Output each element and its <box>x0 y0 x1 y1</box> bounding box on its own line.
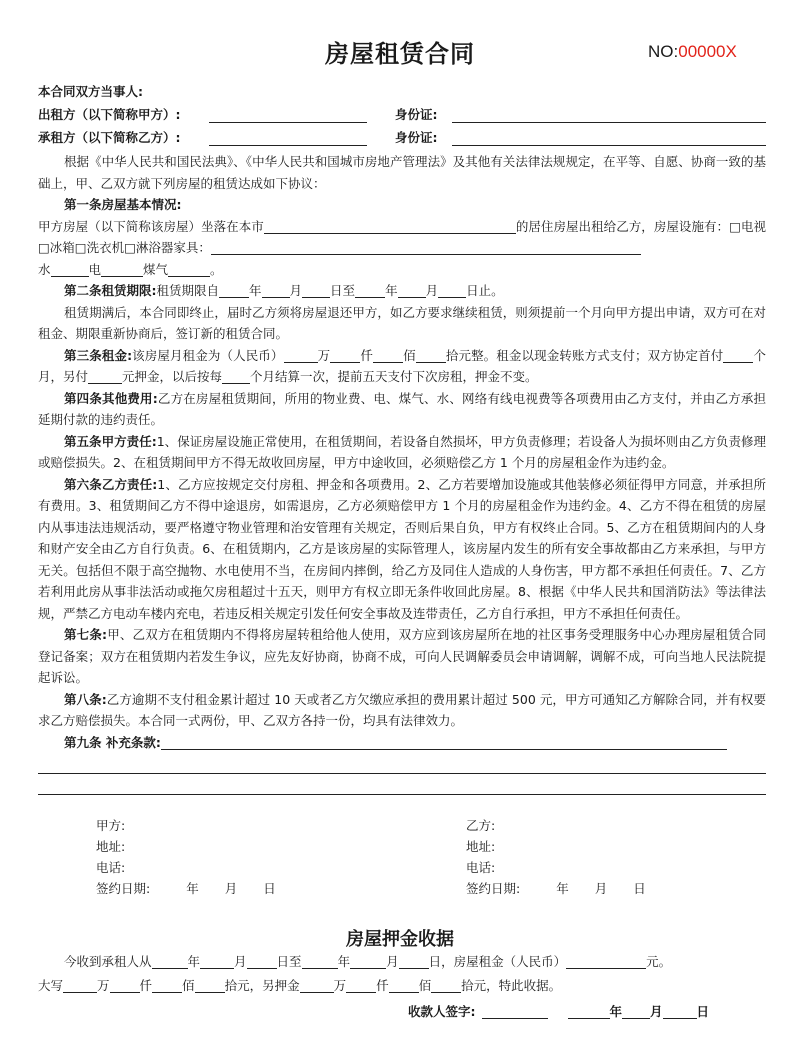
article-2 <box>38 280 766 302</box>
article-1 <box>38 194 766 259</box>
end-month-label: 月 <box>425 283 439 298</box>
receipt-end-month-field[interactable] <box>350 953 386 969</box>
end-day-label: 日止。 <box>466 283 504 298</box>
receipt-rent-label: ，房屋租金（人民币） <box>441 954 567 969</box>
start-day-field[interactable] <box>302 282 330 298</box>
receipt-year-label: 年 <box>609 1004 623 1019</box>
party-a-label: 甲方: <box>96 818 126 833</box>
receipt-end-year-field[interactable] <box>302 953 338 969</box>
start-month-field[interactable] <box>262 282 290 298</box>
lessor-id-label: 身份证: <box>395 107 438 122</box>
rent-qian-field[interactable] <box>330 347 360 363</box>
article-1-facilities-text: 的居住房屋出租给乙方，房屋设施有：□电视□冰箱□洗衣机□淋浴器家具： <box>38 218 766 255</box>
receipt-end-month-label: 月 <box>386 954 399 969</box>
start-year-field[interactable] <box>219 282 249 298</box>
water-label: 水 <box>38 261 51 277</box>
article-8 <box>38 689 766 732</box>
house-address-field[interactable] <box>264 218 516 234</box>
cycle-months-field[interactable] <box>222 368 250 384</box>
party-b-address-label: 地址: <box>466 839 496 854</box>
party-a-address-label: 地址: <box>96 839 126 854</box>
lessor-label: 出租方（以下简称甲方）: <box>38 107 181 122</box>
intro-paragraph: 根据《中华人民共和国民法典》、《中华人民共和国城市房地产管理法》及其他有关法律法规规定，在平等、自愿、协商一致的基础上，甲、乙双方就下列房屋的租赁达成如下协议： <box>38 154 766 191</box>
receipt-deposit-bai-field[interactable] <box>389 977 419 993</box>
receipt-end-year-label: 年 <box>337 954 351 969</box>
start-month-label: 月 <box>289 283 303 298</box>
meter-readings <box>38 259 766 281</box>
start-year-label: 年 <box>249 283 262 298</box>
deposit-field[interactable] <box>88 368 122 384</box>
term-from-label: 租赁期限自 <box>156 283 220 298</box>
article-3-title: 第三条租金: <box>64 347 133 363</box>
receipt-line-1 <box>64 953 671 971</box>
water-field[interactable] <box>51 261 89 277</box>
receipt-signer-field[interactable] <box>482 1003 548 1019</box>
party-b-day-label: 日 <box>633 881 646 896</box>
rent-qian-label: 仟 <box>360 347 373 363</box>
lessor-name-field[interactable] <box>209 107 367 123</box>
article-7-title: 第七条: <box>64 627 108 642</box>
article-6-text: 1、乙方应按规定交付房租、押金和各项费用。2、乙方若要增加设施或其他装修必须征得甲方同意，并承担所有费用。3、租赁期间乙方不得中途退房，如需退房，乙方必须赔偿甲方 1 个月的房屋租金作为违约金。4、乙方不得在租赁的房屋内从事违法违规活动，要严格遵守物业管理和治安管理有关规定，否则后果自负，甲方有权终止合同。5、乙方在租赁期间内的人身和财产安全由乙方自行负责。6、在租赁期内，乙方是该房屋的实际管理人，该房屋内发生的所有安全事故都由乙方来承担，与甲方无关。包括但不限于高空抛物、水电使用不当，在房间内摔倒，给乙方及同住人造成的人身伤害，甲方都不承担任何责任。7、乙方若利用此房从事非法活动或拖欠房租超过十五天，则甲方有权立即无条件收回此房屋。8、根据《中华人民共和国消防法》等法律法规，严禁乙方电动车楼内充电，若违反相关规定引发任何安全事故及连带责任，乙方自行承担，甲方不承担任何责任。 <box>38 476 766 621</box>
gas-label: 煤气 <box>143 261 169 277</box>
receipt-wan-field[interactable] <box>63 977 97 993</box>
article-5-title: 第五条甲方责任: <box>64 433 157 449</box>
contract-title: 房屋租赁合同 <box>325 40 475 68</box>
receipt-deposit-bai-label: 佰 <box>418 978 432 993</box>
contract-body <box>38 151 766 795</box>
receipt-deposit-wan-label: 万 <box>333 978 347 993</box>
article-4-title: 第四条其他费用: <box>64 390 158 406</box>
lessee-label: 承租方（以下简称乙方）: <box>38 130 181 145</box>
gas-field[interactable] <box>168 261 210 277</box>
supplement-line-1[interactable] <box>161 734 727 750</box>
receipt-wan-label: 万 <box>97 978 110 993</box>
article-2-renewal: 租赁期满后，本合同即终止，届时乙方须将房屋退还甲方，如乙方要求继续租赁，则须提前一个月向甲方提出申请，双方可在对租金、期限重新协商后，签订新的租赁合同。 <box>38 304 766 341</box>
receipt-start-month-field[interactable] <box>200 953 234 969</box>
article-6-title: 第六条乙方责任: <box>64 476 158 492</box>
receipt-start-year-label: 年 <box>187 954 201 969</box>
rent-wan-field[interactable] <box>284 347 318 363</box>
receipt-signer-label: 收款人签字: <box>408 1004 476 1019</box>
parties-heading: 本合同双方当事人: <box>38 84 143 99</box>
receipt-start-day-field[interactable] <box>247 953 277 969</box>
cycle-months-label: 个月结算一次，提前五天支付下次房租，押金不变。 <box>250 369 538 384</box>
party-b-phone-label: 电话: <box>466 860 496 875</box>
end-day-field[interactable] <box>438 282 466 298</box>
article-7-text: 甲、乙双方在租赁期内不得将房屋转租给他人使用，双方应到该房屋所在地的社区事务受理服务中心办理房屋租赁合同登记备案；双方在租赁期内若发生争议，应先友好协商，协商不成，可向人民调解委员会申请调解，调解不成，可向当地人民法院提起诉讼。 <box>38 627 767 685</box>
receipt-end-day-label: 日 <box>428 954 442 969</box>
receipt-month-field[interactable] <box>622 1003 650 1019</box>
receipt-end-day-field[interactable] <box>399 953 429 969</box>
lessee-name-field[interactable] <box>209 130 367 146</box>
receipt-shi-field[interactable] <box>195 977 225 993</box>
rent-shi-field[interactable] <box>416 347 446 363</box>
lessee-id-field[interactable] <box>452 130 766 146</box>
article-1-location-text: 甲方房屋（以下简称该房屋）坐落在本市 <box>38 218 264 234</box>
receipt-month-label: 月 <box>650 1004 663 1019</box>
rent-amount-label: 该房屋月租金为（人民币） <box>132 347 284 363</box>
article-5 <box>38 431 766 474</box>
party-a-sign-date <box>96 880 276 898</box>
receipt-end-text: 拾元，特此收据。 <box>461 978 562 993</box>
payment-terms-text: 拾元整。租金以现金转账方式支付；双方协定首付 <box>445 347 724 363</box>
receipt-deposit-label: 拾元，另押金 <box>224 978 300 993</box>
end-month-field[interactable] <box>398 282 426 298</box>
electric-label: 电 <box>88 261 102 277</box>
furniture-field[interactable] <box>211 239 641 255</box>
receipt-signer <box>408 1003 709 1021</box>
receipt-start-year-field[interactable] <box>152 953 188 969</box>
rent-wan-label: 万 <box>317 347 331 363</box>
receipt-title: 房屋押金收据 <box>346 929 454 950</box>
receipt-deposit-shi-field[interactable] <box>431 977 461 993</box>
end-year-field[interactable] <box>355 282 385 298</box>
party-a-month-label: 月 <box>224 881 238 896</box>
article-5-text: 1、保证房屋设施正常使用，在租赁期间，若设备自然损坏，甲方负责修理；若设备人为损坏则由乙方负责修理或赔偿损失。2、在租赁期间甲方不得无故收回房屋，甲方中途收回，必须赔偿乙方 1 个月的房屋租金作为违约金。 <box>38 433 766 470</box>
receipt-start-month-label: 月 <box>234 954 247 969</box>
article-8-title: 第八条: <box>64 691 107 707</box>
receipt-day-field[interactable] <box>663 1003 697 1019</box>
receipt-rent-amount-field[interactable] <box>566 953 646 969</box>
contract-number-value: 00000X <box>678 42 737 61</box>
receipt-qian-label: 仟 <box>139 978 153 993</box>
party-b-year-label: 年 <box>556 881 569 896</box>
article-1-title: 第一条房屋基本情况: <box>64 197 182 212</box>
party-b-sign-date <box>466 880 646 898</box>
end-year-label: 年 <box>385 283 398 298</box>
receipt-deposit-wan-field[interactable] <box>300 977 334 993</box>
receipt-qian-field[interactable] <box>110 977 140 993</box>
party-b-label: 乙方: <box>466 818 496 833</box>
article-9 <box>38 732 766 754</box>
article-9-title: 第九条 补充条款: <box>64 734 161 750</box>
receipt-deposit-qian-field[interactable] <box>346 977 376 993</box>
deposit-label: 元押金，以后按每 <box>122 369 223 384</box>
receipt-year-field[interactable] <box>568 1003 610 1019</box>
party-b-month-label: 月 <box>594 881 608 896</box>
lessor-id-field[interactable] <box>452 107 766 123</box>
first-months-label: 个月，另付 <box>38 347 766 384</box>
receipt-uppercase-label: 大写 <box>38 978 64 993</box>
article-6 <box>38 474 766 625</box>
receipt-bai-label: 佰 <box>182 978 195 993</box>
article-2-title: 第二条租赁期限: <box>64 283 157 298</box>
article-7 <box>38 624 766 689</box>
electric-field[interactable] <box>101 261 143 277</box>
rent-bai-label: 佰 <box>403 347 416 363</box>
party-a-year-label: 年 <box>186 881 199 896</box>
party-b-sign-date-label: 签约日期: <box>466 881 521 896</box>
party-a-phone-label: 电话: <box>96 860 126 875</box>
first-months-field[interactable] <box>723 347 753 363</box>
supplement-line-3[interactable] <box>38 774 766 795</box>
rent-bai-field[interactable] <box>373 347 403 363</box>
receipt-from-label: 今收到承租人从 <box>64 954 152 969</box>
meter-end: 。 <box>210 261 223 277</box>
article-4 <box>38 388 766 431</box>
lessee-id-label: 身份证: <box>395 130 438 145</box>
party-a-sign-date-label: 签约日期: <box>96 881 151 896</box>
article-8-text: 乙方逾期不支付租金累计超过 10 天或者乙方欠缴应承担的费用累计超过 500 元，甲方可通知乙方解除合同，并有权要求乙方赔偿损失。本合同一式两份，甲、乙双方各持一份，均具有法律效力。 <box>38 691 766 728</box>
receipt-deposit-qian-label: 仟 <box>376 978 389 993</box>
party-a-day-label: 日 <box>263 881 276 896</box>
article-4-text: 乙方在房屋租赁期间，所用的物业费、电、煤气、水、网络有线电视费等各项费用由乙方支付，并由乙方承担延期付款的违约责任。 <box>38 390 766 427</box>
receipt-day-to-label: 日至 <box>276 954 302 969</box>
supplement-line-2[interactable] <box>38 753 766 774</box>
receipt-line-2 <box>38 977 561 995</box>
start-day-to-label: 日至 <box>330 283 356 298</box>
receipt-yuan-label: 元。 <box>646 954 672 969</box>
contract-number <box>648 42 737 62</box>
receipt-day-label: 日 <box>696 1004 710 1019</box>
contract-number-label: NO: <box>648 42 679 61</box>
receipt-bai-field[interactable] <box>152 977 182 993</box>
article-3 <box>38 345 766 388</box>
